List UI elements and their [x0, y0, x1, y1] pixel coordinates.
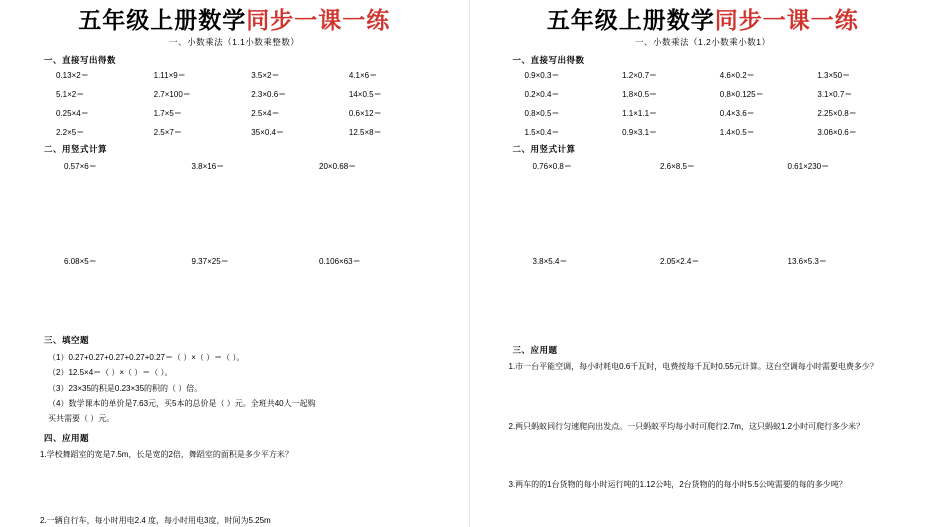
oral-exercise-grid-right: [525, 70, 916, 138]
word-problem-list-left: [40, 448, 451, 527]
oral-item: 12.5×8＝: [348, 128, 382, 138]
work-space-area: [487, 267, 920, 339]
page-subtitle-right: 一、小数乘法（1.2小数乘小数1）: [634, 37, 771, 48]
oral-item: 4.6×0.2＝: [719, 71, 755, 81]
vertical-calc-item: 13.6×5.3＝: [787, 257, 827, 267]
oral-item: 0.2×0.4＝: [524, 90, 560, 100]
section-heading-oral-right: 一、直接写出得数: [512, 55, 585, 66]
vertical-calc-item: 2.6×8.5＝: [660, 162, 695, 172]
oral-item: 2.5×7＝: [153, 128, 182, 138]
word-problem-list-right: [509, 360, 920, 492]
oral-item: 0.9×0.3＝: [524, 71, 560, 81]
vertical-calc-item: 6.08×5＝: [64, 257, 97, 267]
vertical-calc-item: 0.61×230＝: [787, 162, 830, 172]
oral-item: 0.9×3.1＝: [622, 128, 658, 138]
oral-item: 0.13×2＝: [56, 71, 89, 81]
vertical-calc-item: 9.37×25＝: [191, 257, 229, 267]
fill-in-blank-list-left: [48, 350, 451, 426]
page-title-left-main: 五年级上册数学: [78, 7, 247, 34]
work-space-area: [18, 267, 451, 329]
oral-item: 0.25×4＝: [56, 109, 89, 119]
oral-item: 2.7×100＝: [153, 90, 191, 100]
section-heading-vertical-right: 二、用竖式计算: [512, 144, 576, 155]
oral-item: 3.1×0.7＝: [817, 90, 853, 100]
oral-item: 1.4×0.5＝: [719, 128, 755, 138]
section-heading-fill-left: 三、填空题: [44, 335, 90, 346]
vertical-calc-item: 3.8×16＝: [191, 162, 225, 172]
section-heading-vertical-left: 二、用竖式计算: [44, 144, 108, 155]
oral-item: 35×0.4＝: [251, 128, 284, 138]
page-title-right: [487, 8, 920, 33]
section-heading-word-right: 三、应用题: [512, 345, 558, 356]
vertical-calc-row-1-left: [64, 161, 447, 172]
oral-item: 5.1×2＝: [56, 90, 85, 100]
oral-item: 3.5×2＝: [251, 71, 280, 81]
section-heading-word-left: 四、应用题: [44, 433, 90, 444]
oral-item: 1.11×9＝: [153, 71, 186, 81]
vertical-calc-item: 3.8×5.4＝: [532, 257, 568, 267]
oral-item: 0.8×0.5＝: [524, 109, 560, 119]
fill-in-blank-item: （4）数学课本的单价是7.63元，买5本的总价是（ ）元。全班共40人一起购: [48, 398, 316, 408]
oral-item: 2.3×0.6＝: [251, 90, 287, 100]
word-problem-item: 1.学校舞蹈室的宽是7.5m，长是宽的2倍，舞蹈室的面积是多少平方米？: [40, 450, 293, 460]
oral-item: 2.2×5＝: [56, 128, 85, 138]
word-problem-item: 2.一辆自行车，每小时用电2.4 度，每小时用电3度，时间为5.25m: [40, 516, 271, 526]
word-problem-item: 3.两车的的1台货物的每小时运行吨的1.12公吨，2台货物的的每小时5.5公吨需要的每的多少吨？: [508, 480, 847, 490]
fill-in-blank-item: （2）12.5×4＝（ ）×（ ）＝（ ）。: [48, 368, 173, 378]
word-problem-item: 1.市一台平能空调，每小时耗电0.6千瓦时，电费按每千瓦时0.55元计算。这台空调每小时需要电费多少？: [508, 362, 878, 372]
page-title-left-accent: 同步一课一练: [246, 7, 391, 34]
work-space-area: [18, 172, 451, 250]
page-title-right-accent: 同步一课一练: [714, 7, 859, 34]
vertical-calc-row-1-right: [533, 161, 916, 172]
work-space-area: [487, 172, 920, 250]
vertical-calc-item: 0.76×0.8＝: [532, 162, 572, 172]
vertical-calc-row-2-left: [64, 256, 447, 267]
page-subtitle-left: 一、小数乘法（1.1小数乘整数）: [169, 37, 300, 48]
oral-item: 1.5×0.4＝: [524, 128, 560, 138]
oral-item: 1.1×1.1＝: [622, 109, 658, 119]
oral-item: 1.7×5＝: [153, 109, 182, 119]
section-heading-oral-left: 一、直接写出得数: [44, 55, 117, 66]
fill-in-blank-item: 买共需要（ ）元。: [48, 414, 115, 424]
vertical-calc-item: 20×0.68＝: [319, 162, 357, 172]
fill-in-blank-item: （3）23×35的积是0.23×35的积的（ ）倍。: [48, 383, 203, 393]
vertical-calc-item: 0.57×6＝: [64, 162, 97, 172]
oral-item: 4.1×6＝: [348, 71, 378, 81]
page-title-left: [18, 8, 451, 33]
oral-item: 1.2×0.7＝: [622, 71, 658, 81]
oral-item: 1.3×50＝: [817, 71, 851, 81]
oral-item: 2.5×4＝: [251, 109, 280, 119]
page-divider: [469, 0, 470, 527]
word-problem-item: 2.两只蚂蚁同行匀速爬向出发点。一只蚂蚁平均每小时可爬行2.7m，这只蚂蚁1.2小时可爬行多少米？: [508, 422, 865, 432]
oral-item: 0.6×12＝: [348, 109, 382, 119]
fill-in-blank-item: （1）0.27+0.27+0.27+0.27+0.27＝（ ）×（ ）＝（ ）。: [48, 353, 245, 363]
oral-item: 3.06×0.6＝: [817, 128, 857, 138]
page-title-right-main: 五年级上册数学: [546, 7, 715, 34]
vertical-calc-item: 2.05×2.4＝: [660, 257, 700, 267]
oral-item: 0.4×3.6＝: [719, 109, 755, 119]
oral-exercise-grid-left: [56, 70, 447, 138]
oral-item: 14×0.5＝: [348, 90, 382, 100]
oral-item: 0.8×0.125＝: [719, 90, 764, 100]
vertical-calc-item: 0.106×63＝: [319, 257, 361, 267]
worksheet-page-right: [469, 0, 937, 527]
oral-item: 2.25×0.8＝: [817, 109, 857, 119]
vertical-calc-row-2-right: [533, 256, 916, 267]
oral-item: 1.8×0.5＝: [622, 90, 658, 100]
